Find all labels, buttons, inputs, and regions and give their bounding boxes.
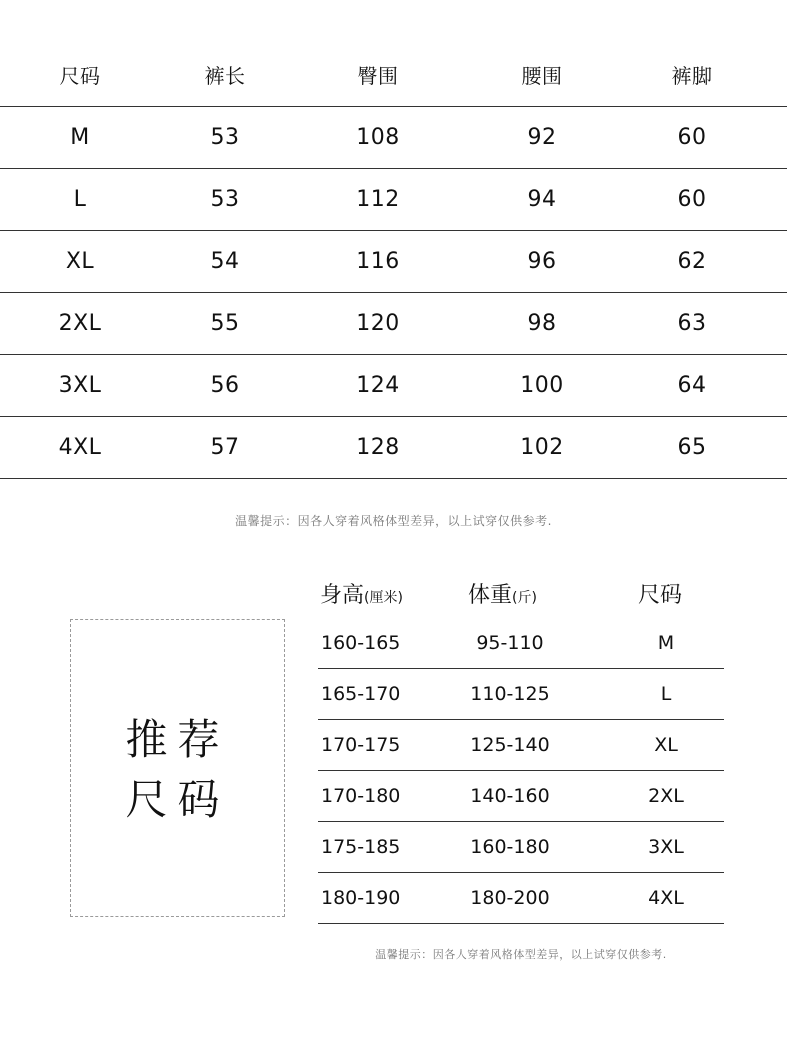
leg-opening-cell: 62	[677, 249, 707, 274]
length-cell: 53	[210, 187, 240, 212]
table-row	[0, 231, 787, 293]
header-height	[320, 578, 403, 609]
waist-cell: 98	[527, 311, 557, 336]
size-cell: XL	[65, 249, 95, 274]
table-row	[318, 618, 724, 669]
recommend-title-line-2: 尺码	[125, 775, 230, 824]
waist-cell: 94	[527, 187, 557, 212]
length-cell: 57	[210, 435, 240, 460]
table-row	[318, 873, 724, 924]
table-row	[318, 822, 724, 873]
size-cell: 3XL	[58, 373, 102, 398]
table-row	[0, 107, 787, 169]
hip-cell: 128	[356, 435, 400, 460]
header-height-unit: (厘米)	[364, 590, 403, 606]
hip-cell: 116	[356, 249, 400, 274]
size-table-header	[0, 42, 787, 107]
header-weight	[468, 578, 537, 609]
recommend-table-header	[318, 570, 724, 618]
hip-cell: 108	[356, 125, 400, 150]
size-table	[0, 42, 787, 479]
table-row	[0, 417, 787, 479]
height-cell: 175-185	[321, 836, 401, 858]
weight-cell: 160-180	[470, 836, 550, 858]
height-cell: 180-190	[321, 887, 401, 909]
height-cell: 160-165	[321, 632, 401, 654]
rec-size-cell: L	[660, 683, 672, 705]
rec-size-cell: 3XL	[648, 836, 684, 858]
hip-cell: 120	[356, 311, 400, 336]
recommend-box	[70, 619, 285, 917]
recommend-title	[71, 710, 284, 830]
header-rec-size: 尺码	[638, 583, 683, 608]
rec-size-cell: M	[657, 632, 675, 654]
header-leg-opening: 裤脚	[671, 63, 713, 88]
weight-cell: 95-110	[476, 632, 544, 654]
size-cell: 4XL	[58, 435, 102, 460]
size-cell: 2XL	[58, 311, 102, 336]
table-row	[0, 355, 787, 417]
fit-note: 温馨提示：因各人穿着风格体型差异，以上试穿仅供参考.	[235, 514, 552, 528]
header-hip: 臀围	[357, 63, 399, 88]
length-cell: 55	[210, 311, 240, 336]
hip-cell: 112	[356, 187, 400, 212]
waist-cell: 92	[527, 125, 557, 150]
header-waist: 腰围	[521, 63, 563, 88]
recommend-title-line-1: 推荐	[125, 715, 230, 764]
height-cell: 170-175	[321, 734, 401, 756]
hip-cell: 124	[356, 373, 400, 398]
header-height-label: 身高	[320, 583, 365, 608]
leg-opening-cell: 63	[677, 311, 707, 336]
weight-cell: 180-200	[470, 887, 550, 909]
header-size: 尺码	[59, 63, 101, 88]
table-row	[318, 771, 724, 822]
leg-opening-cell: 65	[677, 435, 707, 460]
rec-size-cell: XL	[654, 734, 678, 756]
rec-size-cell: 2XL	[648, 785, 684, 807]
height-cell: 165-170	[321, 683, 401, 705]
leg-opening-cell: 60	[677, 187, 707, 212]
leg-opening-cell: 64	[677, 373, 707, 398]
table-row	[0, 169, 787, 231]
size-cell: L	[73, 187, 87, 212]
header-length: 裤长	[204, 63, 246, 88]
height-cell: 170-180	[321, 785, 401, 807]
rec-size-cell: 4XL	[648, 887, 684, 909]
length-cell: 53	[210, 125, 240, 150]
size-cell: M	[70, 125, 90, 150]
fit-note-bottom: 温馨提示：因各人穿着风格体型差异，以上试穿仅供参考.	[375, 948, 667, 961]
recommend-table	[318, 570, 724, 924]
leg-opening-cell: 60	[677, 125, 707, 150]
header-weight-label: 体重	[468, 583, 513, 608]
weight-cell: 110-125	[470, 683, 550, 705]
table-row	[318, 720, 724, 771]
waist-cell: 96	[527, 249, 557, 274]
table-row	[0, 293, 787, 355]
header-weight-unit: (斤)	[512, 590, 537, 606]
waist-cell: 102	[520, 435, 564, 460]
length-cell: 54	[210, 249, 240, 274]
waist-cell: 100	[520, 373, 564, 398]
length-cell: 56	[210, 373, 240, 398]
weight-cell: 140-160	[470, 785, 550, 807]
table-row	[318, 669, 724, 720]
weight-cell: 125-140	[470, 734, 550, 756]
